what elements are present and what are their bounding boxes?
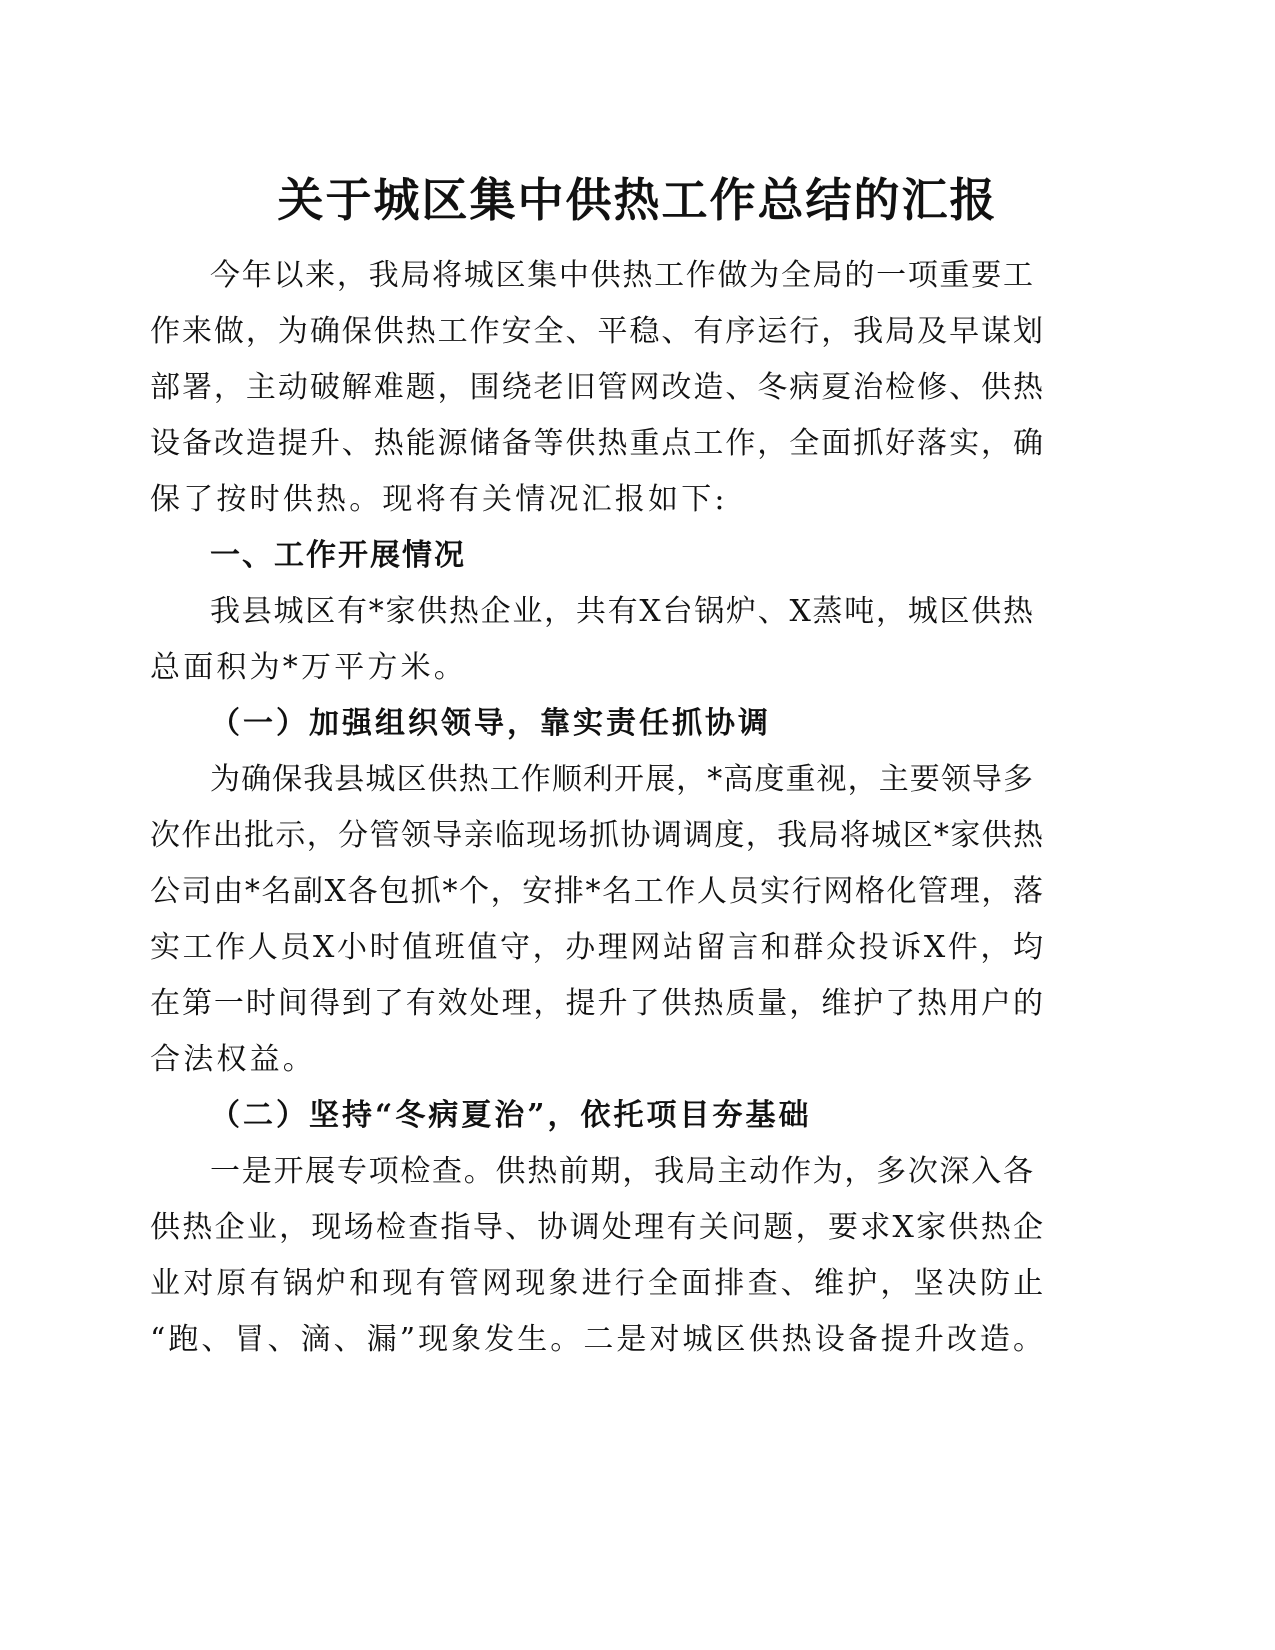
paragraph-line: 在第一时间得到了有效处理，提升了供热质量，维护了热用户的: [150, 986, 1043, 1021]
paragraph-line: “跑、冒、滴、漏”现象发生。二是对城区供热设备提升改造。: [150, 1322, 1043, 1357]
paragraph-line: 总面积为*万平方米。: [150, 650, 467, 685]
paragraph-line: 合法权益。: [150, 1042, 316, 1077]
paragraph-line: 一是开展专项检查。供热前期，我局主动作为，多次深入各: [210, 1154, 1033, 1189]
paragraph-line: 我县城区有*家供热企业，共有X台锅炉、X蒸吨，城区供热: [210, 594, 1033, 629]
subsection-heading: （二）坚持“冬病夏治”，依托项目夯基础: [210, 1098, 812, 1133]
paragraph-line: 次作出批示，分管领导亲临现场抓协调调度，我局将城区*家供热: [150, 818, 1043, 853]
paragraph-line: 公司由*名副X各包抓*个，安排*名工作人员实行网格化管理，落: [150, 874, 1043, 909]
paragraph-line: 今年以来，我局将城区集中供热工作做为全局的一项重要工: [210, 258, 1033, 293]
paragraph-line: 实工作人员X小时值班值守，办理网站留言和群众投诉X件，均: [150, 930, 1043, 965]
paragraph-line: 部署，主动破解难题，围绕老旧管网改造、冬病夏治检修、供热: [150, 370, 1043, 405]
document-title: 关于城区集中供热工作总结的汇报: [277, 173, 998, 227]
paragraph-line: 设备改造提升、热能源储备等供热重点工作，全面抓好落实，确: [150, 426, 1043, 461]
subsection-heading: （一）加强组织领导，靠实责任抓协调: [210, 706, 771, 741]
paragraph-line: 保了按时供热。现将有关情况汇报如下:: [150, 482, 728, 517]
paragraph-line: 作来做，为确保供热工作安全、平稳、有序运行，我局及早谋划: [150, 314, 1043, 349]
section-heading: 一、工作开展情况: [210, 538, 466, 573]
paragraph-line: 为确保我县城区供热工作顺利开展，*高度重视，主要领导多: [210, 762, 1033, 797]
paragraph-line: 供热企业，现场检查指导、协调处理有关问题，要求X家供热企: [150, 1210, 1043, 1245]
paragraph-line: 业对原有锅炉和现有管网现象进行全面排查、维护，坚决防止: [150, 1266, 1047, 1301]
